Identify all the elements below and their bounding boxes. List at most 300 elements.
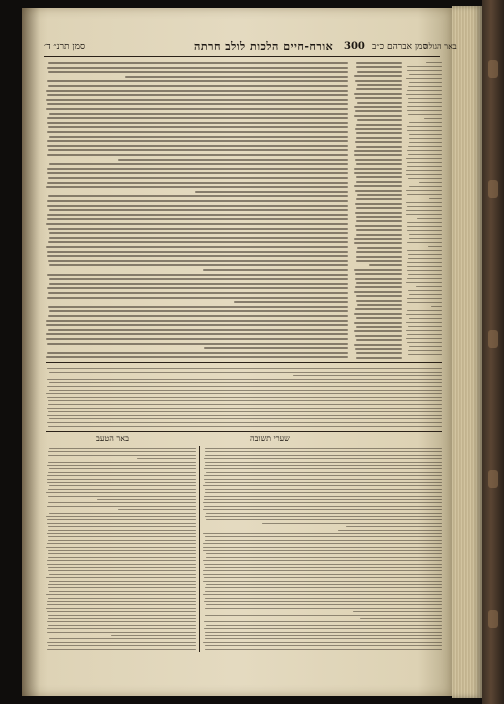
text-line	[47, 604, 196, 605]
text-line	[354, 291, 402, 293]
text-line	[47, 386, 442, 387]
text-line	[354, 330, 402, 332]
text-line	[356, 88, 402, 90]
text-line	[408, 154, 442, 155]
text-line	[48, 451, 196, 452]
text-line	[47, 145, 348, 147]
text-line	[409, 82, 442, 83]
text-line	[48, 126, 348, 128]
text-line	[47, 172, 348, 174]
text-line	[48, 587, 196, 588]
text-line	[356, 137, 402, 139]
text-line	[206, 513, 442, 514]
text-line	[204, 499, 442, 500]
text-line	[46, 90, 348, 92]
text-line	[408, 178, 442, 179]
text-line	[419, 182, 442, 183]
text-line	[47, 482, 196, 483]
text-line	[195, 191, 348, 193]
text-line	[407, 70, 442, 71]
text-line	[356, 300, 402, 302]
text-line	[408, 114, 442, 115]
text-line	[203, 574, 442, 575]
text-line	[49, 574, 196, 575]
text-line	[49, 136, 348, 138]
column-divider	[199, 446, 200, 652]
text-line	[355, 203, 402, 205]
text-line	[355, 80, 402, 82]
text-line	[47, 297, 348, 299]
text-line	[356, 207, 402, 209]
text-line	[234, 301, 348, 303]
text-line	[408, 102, 442, 103]
text-line	[97, 499, 196, 500]
text-line	[47, 103, 348, 105]
text-line	[409, 238, 442, 239]
text-line	[356, 146, 402, 148]
text-line	[47, 465, 196, 466]
text-line	[205, 492, 442, 493]
text-line	[409, 294, 442, 295]
text-line	[118, 509, 196, 510]
text-line	[354, 322, 402, 324]
text-line	[48, 502, 196, 503]
text-line	[409, 142, 442, 143]
text-line	[48, 71, 348, 73]
text-line	[354, 172, 402, 174]
text-line	[48, 62, 348, 64]
text-line	[407, 66, 442, 67]
text-line	[49, 283, 348, 285]
text-line	[47, 379, 442, 380]
text-line	[206, 604, 442, 605]
text-line	[48, 618, 196, 619]
text-line	[204, 621, 442, 622]
text-line	[356, 216, 402, 218]
text-line	[204, 506, 442, 507]
text-line	[407, 150, 442, 151]
header-subsection: סמן תרנ״ ד׳	[44, 42, 86, 52]
text-line	[46, 547, 196, 548]
text-line	[46, 577, 196, 578]
text-line	[47, 80, 348, 82]
text-line	[47, 415, 442, 416]
text-line	[204, 458, 442, 459]
text-line	[406, 330, 442, 331]
text-line	[47, 287, 348, 289]
text-line	[47, 131, 348, 133]
text-line	[205, 615, 442, 616]
text-line	[406, 78, 442, 79]
text-line	[354, 150, 402, 152]
text-line	[205, 536, 442, 537]
text-line	[47, 543, 196, 544]
text-line	[206, 625, 442, 626]
header-side-label: באר הגולה	[424, 42, 457, 51]
text-line	[408, 274, 442, 275]
text-line	[204, 475, 442, 476]
text-line	[356, 176, 402, 178]
text-line	[354, 93, 402, 95]
text-line	[47, 560, 196, 561]
section-divider	[46, 362, 442, 363]
text-line	[47, 352, 348, 354]
text-line	[205, 451, 442, 452]
text-line	[47, 632, 196, 633]
text-line	[407, 278, 442, 279]
text-line	[49, 209, 348, 211]
text-line	[137, 458, 196, 459]
text-line	[407, 298, 442, 299]
header-section: סמן אברהם כ״ב	[372, 42, 428, 52]
text-line	[407, 266, 442, 267]
text-line	[47, 117, 348, 119]
text-line	[356, 339, 402, 341]
text-line	[424, 118, 442, 119]
text-line	[205, 638, 442, 639]
text-line	[355, 212, 402, 214]
text-line	[338, 530, 442, 531]
text-line	[111, 635, 196, 636]
text-line	[47, 67, 348, 69]
text-line	[428, 246, 442, 247]
text-line	[48, 584, 196, 585]
text-line	[431, 306, 442, 307]
text-line	[407, 194, 442, 195]
text-line	[369, 264, 402, 266]
text-line	[406, 282, 442, 283]
text-line	[48, 536, 196, 537]
text-line	[48, 526, 196, 527]
text-line	[407, 270, 442, 271]
cover-wear	[488, 470, 498, 488]
text-line	[355, 225, 402, 227]
cover-wear	[488, 60, 498, 78]
text-line	[353, 611, 442, 612]
text-line	[205, 455, 442, 456]
right-commentary-column	[354, 60, 402, 360]
text-line	[206, 553, 442, 554]
text-line	[407, 110, 442, 111]
text-line	[408, 98, 442, 99]
text-line	[46, 99, 348, 101]
text-line	[406, 94, 442, 95]
text-line	[46, 324, 348, 326]
text-line	[204, 628, 442, 629]
margin-notes-column	[406, 60, 442, 360]
text-line	[47, 397, 442, 398]
text-line	[48, 598, 196, 599]
text-line	[47, 611, 196, 612]
text-line	[47, 649, 196, 650]
text-line	[203, 550, 442, 551]
text-line	[355, 159, 402, 161]
text-line	[204, 496, 442, 497]
text-line	[293, 375, 442, 376]
text-line	[203, 533, 442, 534]
text-line	[48, 615, 196, 616]
text-line	[354, 238, 402, 240]
text-line	[406, 338, 442, 339]
text-line	[360, 618, 442, 619]
text-line	[205, 465, 442, 466]
text-line	[48, 455, 196, 456]
text-line	[406, 174, 442, 175]
text-line	[205, 489, 442, 490]
text-line	[262, 523, 442, 524]
text-line	[49, 390, 442, 391]
running-header	[44, 40, 457, 57]
text-line	[47, 182, 348, 184]
text-line	[49, 232, 348, 234]
text-line	[355, 308, 402, 310]
text-line	[48, 241, 348, 243]
text-line	[118, 159, 348, 161]
text-line	[407, 302, 442, 303]
text-line	[46, 320, 348, 322]
text-line	[47, 274, 348, 276]
text-line	[48, 177, 348, 179]
text-line	[407, 342, 442, 343]
text-line	[409, 186, 442, 187]
text-line	[49, 237, 348, 239]
text-line	[407, 126, 442, 127]
text-line	[47, 251, 348, 253]
text-line	[49, 513, 196, 514]
text-line	[48, 426, 442, 427]
text-line	[355, 348, 402, 350]
text-line	[354, 313, 402, 315]
text-line	[203, 502, 442, 503]
text-line	[47, 122, 348, 124]
text-line	[406, 170, 442, 171]
text-line	[355, 141, 402, 143]
text-line	[47, 205, 348, 207]
text-line	[406, 214, 442, 215]
text-line	[205, 591, 442, 592]
text-line	[356, 352, 402, 354]
text-line	[48, 530, 196, 531]
text-line	[48, 550, 196, 551]
text-line	[354, 185, 402, 187]
text-line	[354, 168, 402, 170]
text-line	[47, 94, 348, 96]
text-line	[48, 570, 196, 571]
text-line	[407, 250, 442, 251]
text-line	[206, 584, 442, 585]
text-line	[47, 475, 196, 476]
page-edges	[452, 6, 482, 698]
text-line	[205, 448, 442, 449]
text-line	[49, 448, 196, 449]
text-line	[407, 262, 442, 263]
text-line	[407, 222, 442, 223]
text-line	[407, 162, 442, 163]
text-line	[356, 295, 402, 297]
text-line	[356, 229, 402, 231]
text-line	[409, 318, 442, 319]
text-line	[47, 140, 348, 142]
text-line	[203, 560, 442, 561]
text-line	[46, 246, 348, 248]
text-line	[204, 479, 442, 480]
text-line	[354, 344, 402, 346]
text-line	[355, 190, 402, 192]
text-line	[125, 76, 348, 78]
text-line	[46, 393, 442, 394]
text-line	[356, 357, 402, 359]
text-line	[357, 119, 402, 121]
text-line	[356, 251, 402, 253]
text-line	[356, 234, 402, 236]
text-line	[46, 108, 348, 110]
text-line	[47, 519, 196, 520]
text-line	[356, 132, 402, 134]
text-line	[203, 581, 442, 582]
text-line	[204, 601, 442, 602]
text-line	[355, 286, 402, 288]
text-line	[47, 218, 348, 220]
text-line	[356, 317, 402, 319]
cover-wear	[488, 180, 498, 198]
text-line	[48, 149, 348, 151]
text-line	[408, 354, 442, 355]
text-line	[49, 591, 196, 592]
text-line	[429, 198, 442, 199]
text-line	[205, 632, 442, 633]
book-cover	[482, 0, 504, 704]
text-line	[49, 278, 348, 280]
text-line	[48, 292, 348, 294]
text-line	[48, 557, 196, 558]
text-line	[206, 519, 442, 520]
text-line	[407, 106, 442, 107]
text-line	[408, 254, 442, 255]
text-line	[48, 315, 348, 317]
text-line	[346, 526, 442, 527]
text-line	[203, 543, 442, 544]
text-line	[47, 506, 196, 507]
text-line	[205, 540, 442, 541]
text-line	[47, 564, 196, 565]
text-line	[203, 547, 442, 548]
text-line	[356, 326, 402, 328]
text-line	[416, 286, 442, 287]
text-line	[354, 269, 402, 271]
text-line	[205, 462, 442, 463]
cover-wear	[488, 610, 498, 628]
text-line	[407, 242, 442, 243]
text-line	[48, 540, 196, 541]
text-line	[47, 422, 442, 423]
text-line	[205, 598, 442, 599]
text-line	[203, 269, 348, 271]
text-line	[355, 278, 402, 280]
text-line	[356, 220, 402, 222]
text-line	[49, 468, 196, 469]
text-line	[46, 186, 348, 188]
text-line	[48, 496, 196, 497]
text-line	[406, 190, 442, 191]
text-line	[354, 106, 402, 108]
section-heading-shaarei-teshuvah: שערי תשובה	[250, 434, 290, 443]
text-line	[357, 71, 402, 73]
text-line	[409, 138, 442, 139]
text-line	[47, 343, 348, 345]
text-line	[48, 195, 348, 197]
text-line	[46, 516, 196, 517]
text-line	[46, 492, 196, 493]
text-line	[47, 628, 196, 629]
text-line	[356, 198, 402, 200]
text-line	[204, 468, 442, 469]
text-line	[48, 306, 348, 308]
cover-wear	[488, 330, 498, 348]
text-line	[407, 206, 442, 207]
text-line	[205, 516, 442, 517]
text-line	[355, 128, 402, 130]
text-line	[46, 594, 196, 595]
text-line	[356, 66, 402, 68]
text-line	[356, 256, 402, 258]
text-line	[357, 84, 402, 86]
text-line	[46, 338, 348, 340]
text-line	[48, 567, 196, 568]
text-line	[49, 264, 348, 266]
text-line	[203, 594, 442, 595]
text-line	[49, 485, 196, 486]
text-line	[47, 642, 196, 643]
text-line	[356, 124, 402, 126]
text-line	[407, 130, 442, 131]
text-line	[356, 163, 402, 165]
text-line	[46, 333, 348, 335]
text-line	[407, 310, 442, 311]
text-line	[48, 472, 196, 473]
text-line	[406, 322, 442, 323]
text-line	[48, 625, 196, 626]
text-line	[48, 260, 348, 262]
text-line	[49, 581, 196, 582]
text-line	[203, 485, 442, 486]
text-line	[48, 404, 442, 405]
text-line	[205, 567, 442, 568]
text-line	[409, 74, 442, 75]
text-line	[205, 482, 442, 483]
text-line	[409, 122, 442, 123]
text-line	[406, 210, 442, 211]
gutter-shadow	[22, 8, 40, 696]
text-line	[203, 642, 442, 643]
text-line	[408, 146, 442, 147]
text-line	[48, 329, 348, 331]
text-line	[47, 533, 196, 534]
text-line	[46, 608, 196, 609]
text-line	[356, 260, 402, 262]
text-line	[46, 356, 348, 358]
main-text-block	[46, 60, 348, 360]
text-line	[205, 608, 442, 609]
text-line	[48, 85, 348, 87]
text-line	[49, 638, 196, 639]
commentary-band	[46, 366, 442, 428]
text-line	[48, 489, 196, 490]
text-line	[417, 218, 442, 219]
text-line	[47, 255, 348, 257]
text-line	[409, 346, 442, 347]
text-line	[46, 223, 348, 225]
text-line	[354, 242, 402, 244]
